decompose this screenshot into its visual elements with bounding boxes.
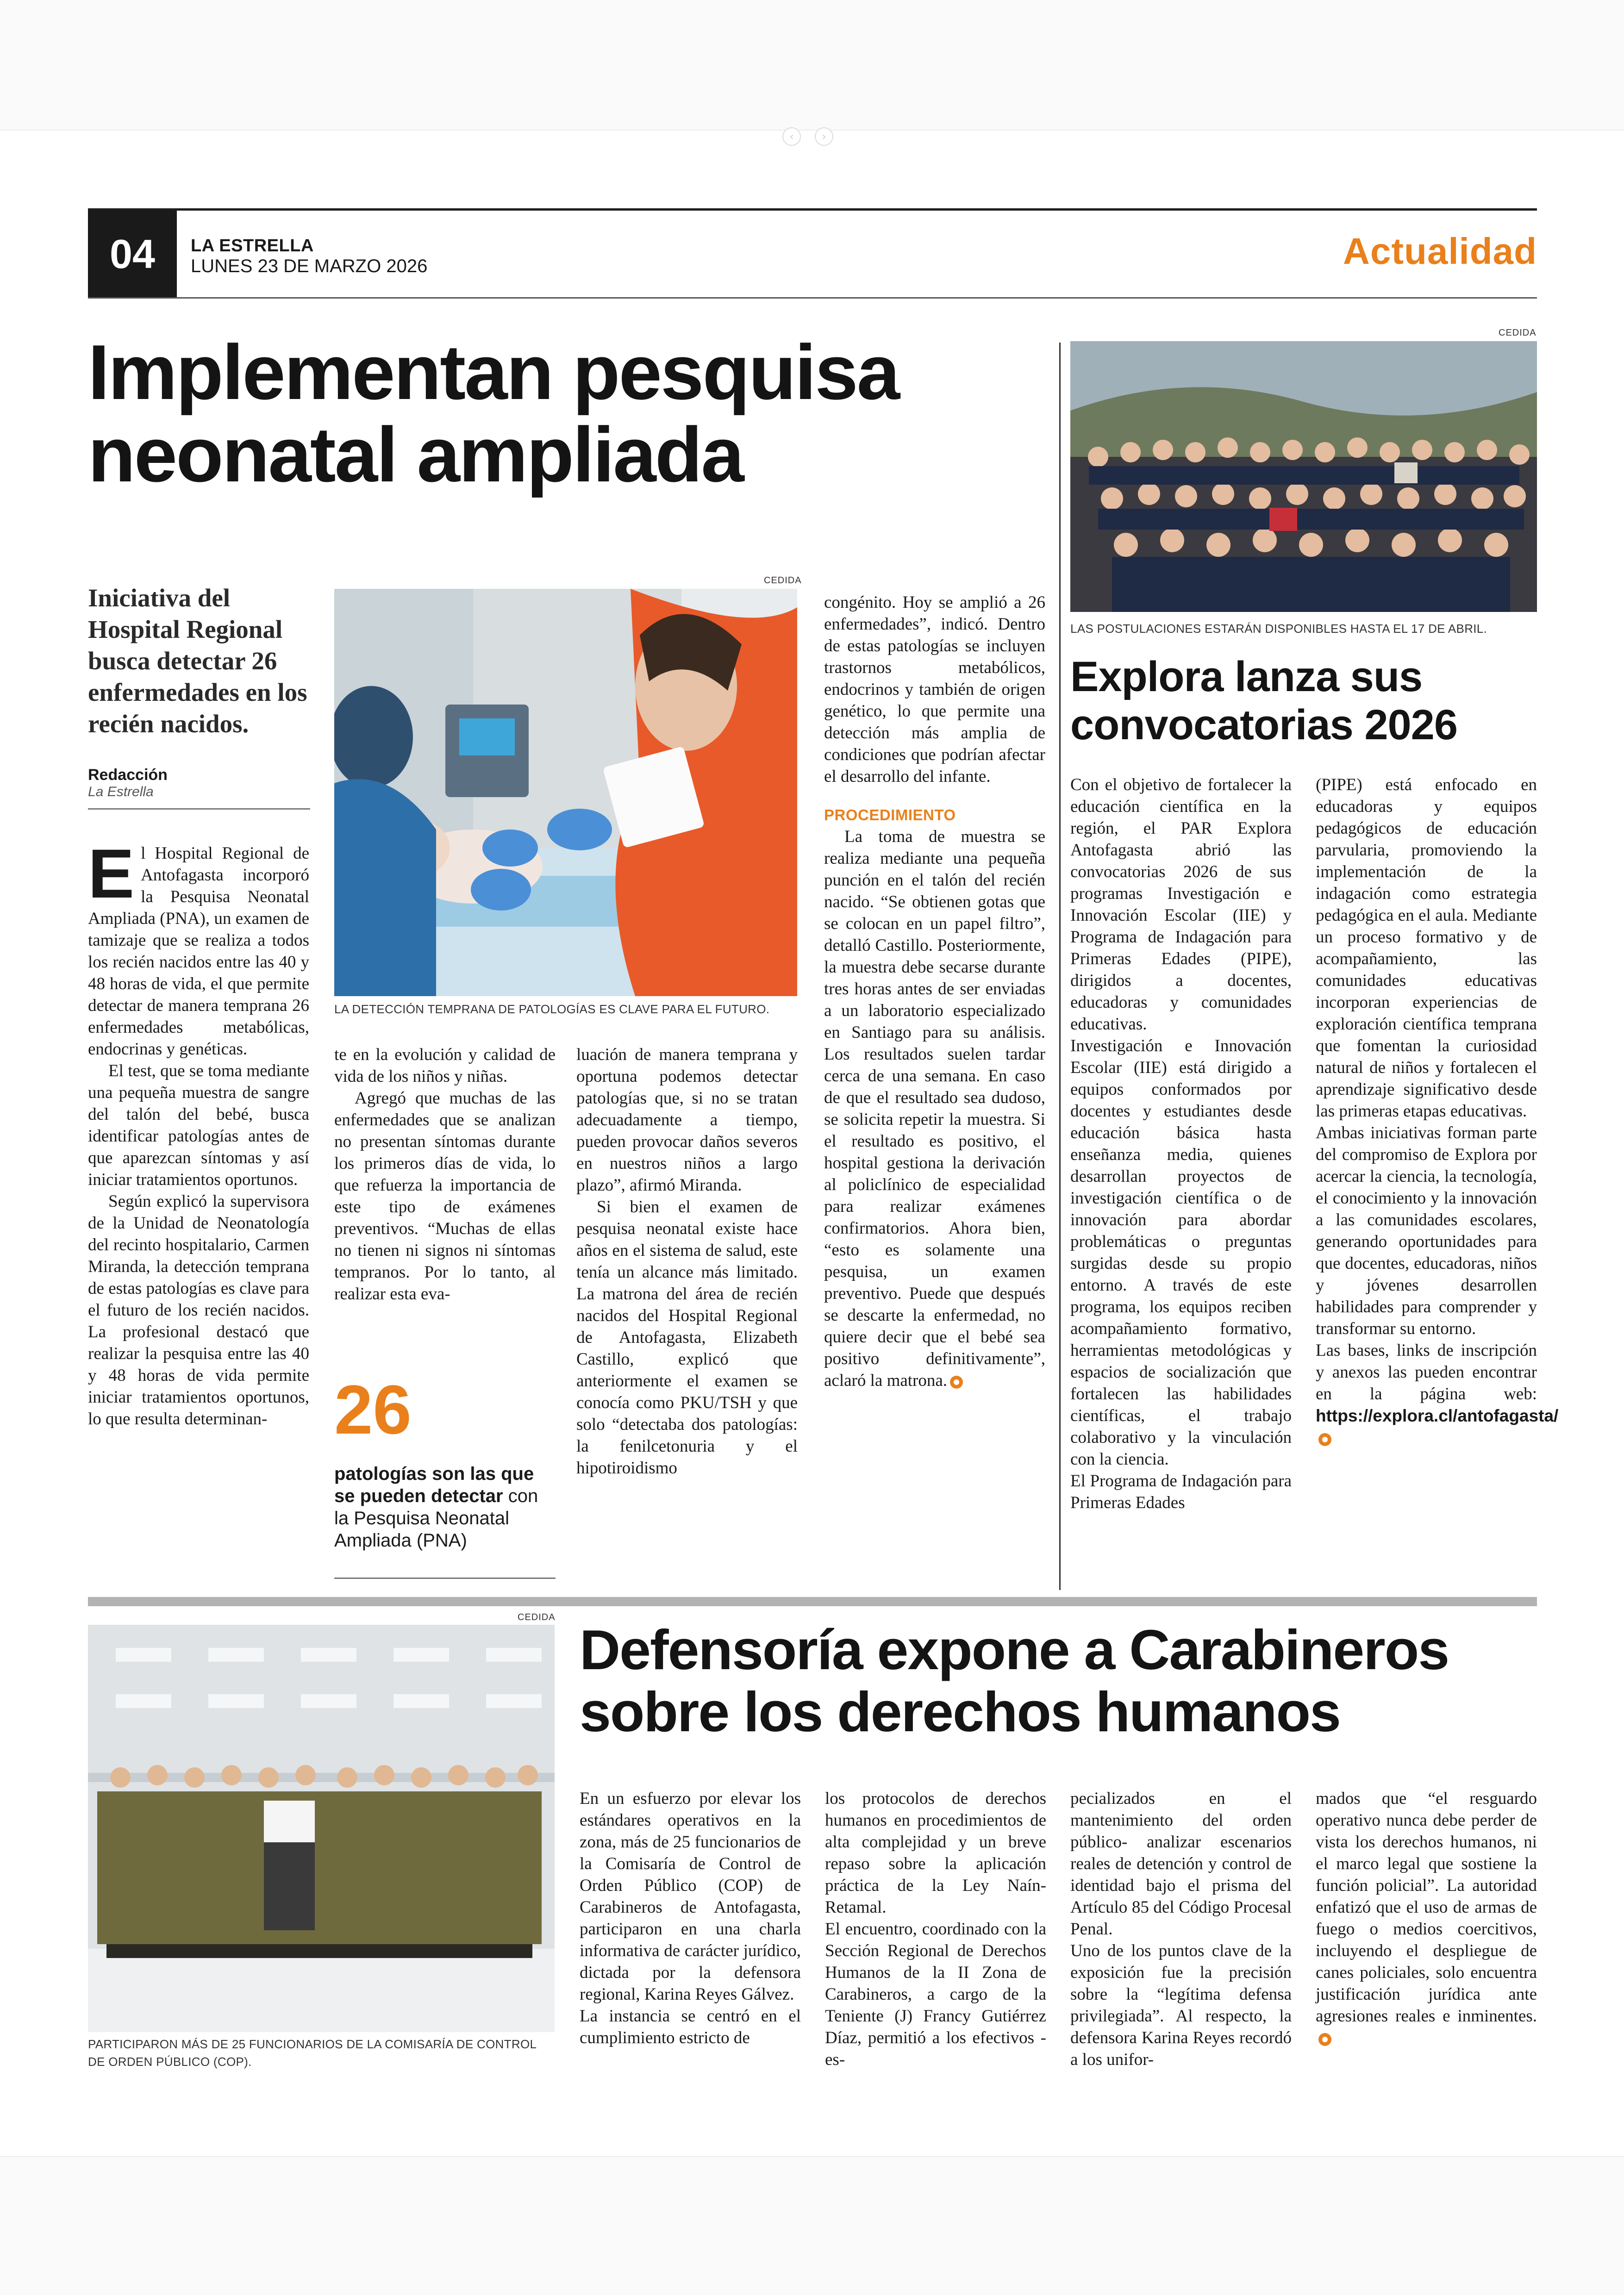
page-number: 04 — [88, 211, 177, 297]
explora-link[interactable]: https://explora.cl/antofagasta/ — [1316, 1406, 1559, 1425]
neonatal-photo — [334, 589, 797, 996]
prev-page-icon[interactable]: ‹ — [782, 127, 801, 146]
author: Redacción — [88, 766, 168, 784]
article1-column2 — [334, 1044, 556, 1305]
article1-lead: Iniciativa del Hospital Regional busca detectar 26 enfermedades en los recién nacidos. — [88, 584, 307, 738]
section-divider — [88, 1597, 1537, 1606]
stat-number: 26 — [334, 1371, 412, 1448]
stat-bold: patologías son las que se pueden detectar — [334, 1464, 534, 1506]
article3-paragraph: mados que “el resguardo operativo nunca debe perder de vista los derechos humanos, ni el marco legal que sostiene la función policial”. La autoridad enfatizó que el uso de armas de fuego o medios coercitivos, incluyendo el despliegue de canes policiales, solo encuentra justificación jurídica ante agresiones reales e inminentes. — [1316, 1789, 1537, 2026]
article2-paragraph: Investigación e Innovación Escolar (IIE) está dirigido a equipos conformados por docentes y estudiantes desde educación básica hasta enseñanza media, quienes desarrollan proyectos de investigación científica o de innovación para abordar problemáticas o preguntas surgidas desde su propio entorno. A través de este programa, los equipos reciben acompañamiento formativo, herramientas metodológicas y espacios de socialización que fortalecen las habilidades científicas, el trabajo colaborativo y la vinculación con la ciencia. — [1070, 1036, 1292, 1469]
page-nav — [782, 127, 833, 146]
photo2-caption: LAS POSTULACIONES ESTARÁN DISPONIBLES HASTA EL 17 DE ABRIL. — [1070, 622, 1487, 636]
page-header — [88, 208, 1537, 299]
article2-column1 — [1070, 774, 1292, 1514]
photo3-credit: CEDIDA — [518, 1612, 556, 1622]
article3-title — [580, 1619, 1449, 1743]
article1-title — [88, 331, 899, 496]
article1-column1 — [88, 835, 309, 1430]
end-mark-icon — [950, 1376, 963, 1389]
stat-box — [334, 1371, 556, 1552]
procedure-label: PROCEDIMIENTO — [824, 806, 956, 823]
newspaper-name: LA ESTRELLA — [191, 236, 314, 256]
next-page-icon[interactable]: › — [815, 127, 833, 146]
article2-title — [1070, 653, 1457, 749]
article2-paragraph: Ambas iniciativas forman parte del compromiso de Explora por acercar la ciencia, la tecnología, el conocimiento y la innovación a las comunidades escolares, generando oportunidades para que docentes, educadoras, niños y jóvenes desarrollen habilidades para comprender y transformar su entorno. — [1316, 1123, 1537, 1338]
article3-column1 — [580, 1788, 801, 2049]
dropcap: E — [88, 835, 135, 912]
photo3-caption: PARTICIPARON MÁS DE 25 FUNCIONARIOS DE LA COMISARÍA DE CONTROL DE ORDEN PÚBLICO (COP). — [88, 2037, 537, 2069]
article3-column2 — [825, 1788, 1046, 2070]
article3-title-line1: Defensoría expone a Carabineros — [580, 1618, 1449, 1681]
article3-paragraph: El encuentro, coordinado con la Sección Regional de Derechos Humanos de la II Zona de Carabineros, a cargo de la Teniente (J) Francy Gutiérrez Díaz, permitió a los efectivos -es- — [825, 1920, 1046, 2069]
stat-rest: con la Pesquisa Neonatal Ampliada (PNA) — [334, 1486, 538, 1551]
article1-paragraph: El test, que se toma mediante una pequeña muestra de sangre del talón del bebé, busca identificar patologías antes de que aparezcan síntomas y así iniciar tratamientos oportunos. — [88, 1061, 309, 1189]
stat-text — [334, 1463, 556, 1552]
photo1-caption: LA DETECCIÓN TEMPRANA DE PATOLOGÍAS ES CLAVE PARA EL FUTURO. — [334, 1002, 770, 1016]
article3-title-line2: sobre los derechos humanos — [580, 1680, 1340, 1743]
article3-column4 — [1316, 1788, 1537, 2049]
article3-paragraph: La instancia se centró en el cumplimiento estricto de — [580, 2007, 801, 2047]
group-photo — [1070, 341, 1537, 612]
section-name: Actualidad — [1343, 231, 1537, 272]
article3-paragraph: los protocolos de derechos humanos en procedimientos de alta complejidad y un breve repaso sobre la aplicación práctica de la Ley Naín-Retamal. — [825, 1789, 1046, 1917]
article1-paragraph: luación de manera temprana y oportuna podemos detectar patologías que, si no se tratan adecuadamente a tiempo, pueden provocar daños severos en nuestros niños a largo plazo”, afirmó Miranda. — [576, 1045, 798, 1195]
article3-column3 — [1070, 1788, 1292, 2070]
article1-byline — [88, 766, 310, 810]
end-mark-icon — [1318, 1433, 1331, 1446]
article3-paragraph: Uno de los puntos clave de la exposición fue la precisión sobre la “legítima defensa privilegiada”. Al respecto, la defensora Karina Reyes recordó a los unifor- — [1070, 1941, 1292, 2069]
article1-paragraph: La toma de muestra se realiza mediante una pequeña punción en el talón del recién nacido. “Se obtienen gotas que se colocan en un papel filtro”, detalló Castillo. Posteriormente, la muestra debe secarse durante tres horas antes de ser enviadas a un laboratorio especializado en Santiago para su análisis. Los resultados suelen tardar cerca de una semana. En caso de que el resultado sea dudoso, se solicita repetir la muestra. Si el resultado es positivo, el hospital gestiona la derivación al policlínico de especialidad para realizar exámenes confirmatorios. Ahora bien, “esto es solamente una pesquisa, un examen preventivo. Puede que después se descarte la enfermedad, no quiere decir que el bebé sea positivo definitivamente”, aclaró la matrona. — [824, 827, 1045, 1390]
article1-paragraph: l Hospital Regional de Antofagasta incorporó la Pesquisa Neonatal Ampliada (PNA), un examen de tamizaje que se realiza a todos los recién nacidos entre las 40 y 48 horas de vida, el que permite detectar de manera temprana 26 enfermedades metabólicas, endocrinas y genéticas. — [88, 844, 309, 1059]
article2-paragraph: (PIPE) está enfocado en educadoras y equipos pedagógicos de educación parvularia, promoviendo la implementación de la indagación como estrategia pedagógica en el aula. Mediante un proceso formativo y de acompañamiento, las comunidades educativas incorporan experiencias de exploración científica temprana que fomentan la curiosidad natural de niños y fortalecen el aprendizaje significativo desde las primeras etapas educativas. — [1316, 775, 1537, 1121]
article1-paragraph: Agregó que muchas de las enfermedades que se analizan no presentan síntomas durante los primeros días de vida, lo que refuerza la importancia de este tipo de exámenes preventivos. “Muchas de ellas no tienen ni signos ni síntomas tempranos. Por lo tanto, al realizar esta eva- — [334, 1089, 556, 1303]
article2-title-line1: Explora lanza sus — [1070, 653, 1423, 700]
article3-paragraph: pecializados en el mantenimiento del orden público- analizar escenarios reales de detención y control de identidad bajo el prisma del Artículo 85 del Código Procesal Penal. — [1070, 1789, 1292, 1939]
article2-paragraph: El Programa de Indagación para Primeras Edades — [1070, 1472, 1292, 1512]
article2-title-line2: convocatorias 2026 — [1070, 701, 1458, 748]
stat-divider — [334, 1578, 556, 1579]
column-divider — [1059, 343, 1061, 1590]
article1-paragraph: congénito. Hoy se amplió a 26 enfermedades”, indicó. Dentro de estas patologías se incluyen trastornos metabólicos, endocrinos y también de origen genético, lo que permite una detección más amplia de condiciones que podrían afectar el desarrollo del infante. — [824, 593, 1045, 786]
article1-paragraph: te en la evolución y calidad de vida de los niños y niñas. — [334, 1045, 556, 1086]
article2-column2 — [1316, 774, 1559, 1449]
author-outlet: La Estrella — [88, 784, 154, 799]
article2-paragraph: Con el objetivo de fortalecer la educación científica en la región, el PAR Explora Antofagasta abrió las convocatorias 2026 de sus programas Investigación e Innovación Escolar (IIE) y Programa de Indagación para Primeras Edades (PIPE), dirigidos a docentes, educadoras y comunidades educativas. — [1070, 775, 1292, 1034]
article1-paragraph: Según explicó la supervisora de la Unidad de Neonatología del recinto hospitalario, Carmen Miranda, la detección temprana de estas patologías es clave para el futuro de los recién nacidos. La profesional destacó que realizar la pesquisa entre las 40 y 48 horas de vida permite iniciar tratamientos oportunos, lo que resulta determinan- — [88, 1192, 309, 1428]
end-mark-icon — [1318, 2033, 1331, 2046]
article1-paragraph: Si bien el examen de pesquisa neonatal existe hace años en el sistema de salud, este tenía un alcance más limitado. La matrona del área de recién nacidos del Hospital Regional de Antofagasta, Elizabeth Castillo, explicó que anteriormente el examen se conocía como PKU/TSH y que solo “detectaba dos patologías: la fenilcetonuria y el hipotiroidismo — [576, 1197, 798, 1478]
issue-date: LUNES 23 DE MARZO 2026 — [191, 256, 428, 276]
photo2-credit: CEDIDA — [1499, 328, 1537, 338]
article2-paragraph: Las bases, links de inscripción y anexos las pueden encontrar en la página web: — [1316, 1341, 1537, 1403]
carabineros-photo — [88, 1625, 555, 2032]
article1-title-line1: Implementan pesquisa — [88, 329, 899, 416]
article1-column3 — [576, 1044, 798, 1479]
article1-column4 — [824, 592, 1045, 1391]
photo1-credit: CEDIDA — [764, 575, 802, 586]
article1-title-line2: neonatal ampliada — [88, 411, 743, 498]
article3-paragraph: En un esfuerzo por elevar los estándares operativos en la zona, más de 25 funcionarios de la Comisaría de Control de Orden Público (COP) de Carabineros de Antofagasta, participaron en una charla informativa de carácter jurídico, dictada por la defensora regional, Karina Reyes Gálvez. — [580, 1789, 801, 2004]
